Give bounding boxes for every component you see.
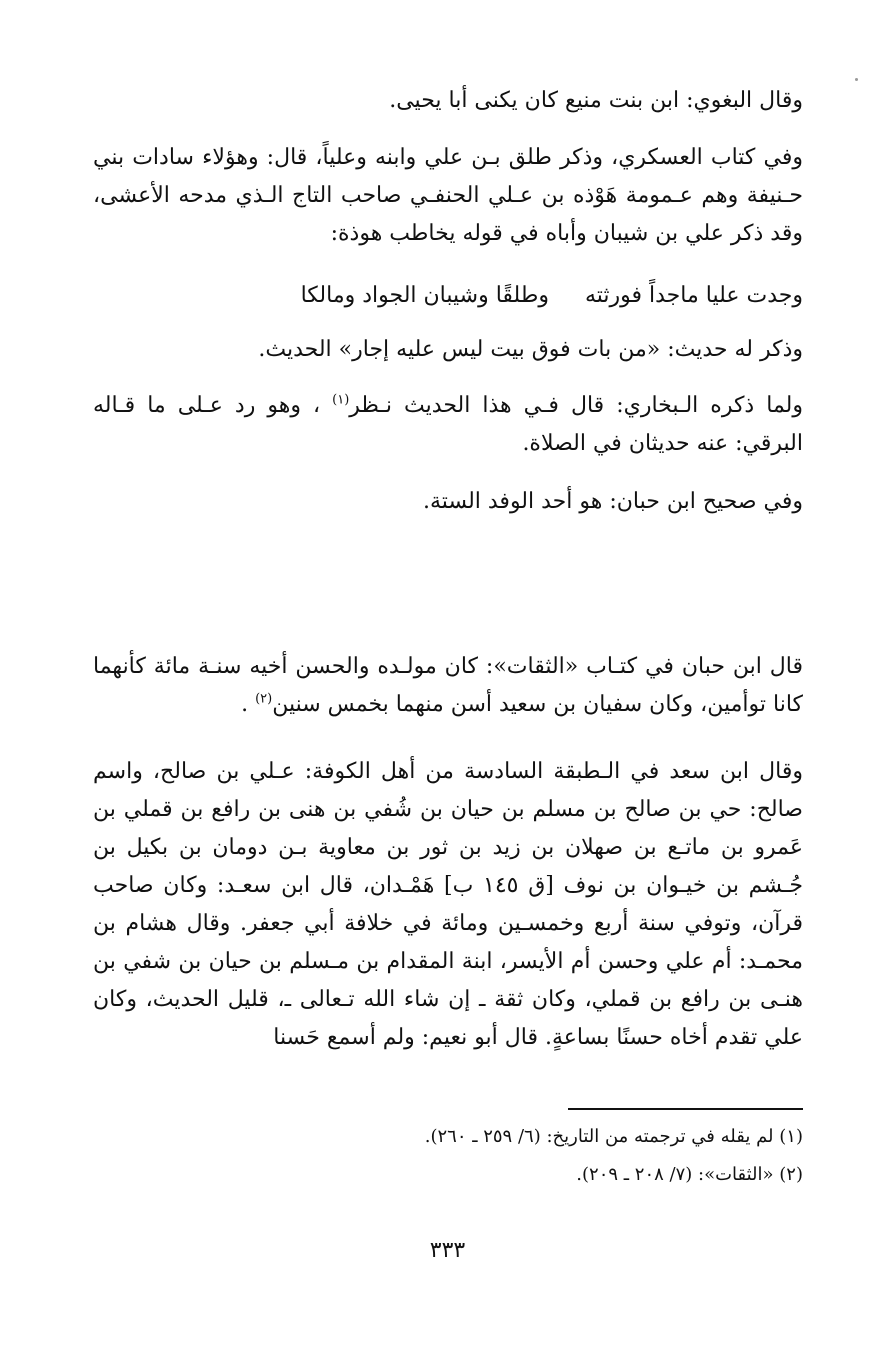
poem-hemistich-second: وطلقًا وشيبان الجواد ومالكا: [300, 283, 549, 308]
footnote-1: (١) لم يقله في ترجمته من التاريخ: (٦/ ٢٥٩ ـ ٢٦٠).: [424, 1126, 803, 1147]
poem-hemistich-first: وجدت عليا ماجداً فورثته: [584, 283, 803, 308]
paragraph-ibn-saad: وقال ابن سعد في الـطبقة السادسة من أهل الكوفة: عـلي بن صالح، واسم صالح: حي بن صالح بن مسلم بن حيان بن شُفي بن هنى بن رافع بن قملي بن عَمرو بن ماتـع بن صهلان بن زيد بن ثور بن معاوية بـن دومان بن بكيل بن جُـشم بن خيـوان بن نوف [ق ١٤٥ ب] هَمْـدان، قال ابن سعـد: وكان صاحب قرآن، وتوفي سنة أربع وخمسـين ومائة في خلافة أبي جعفر. وقال هشام بن محمـد: أم علي وحسن أم الأيسر، ابنة المقدام بن مـسلم بن حيان بن شفي بن هنـى بن رافع بن قملي، وكان ثقة ـ إن شاء الله تـعالى ـ، قليل الحديث، وكان علي تقدم أخاه حسنًا بساعةٍ. قال أبو نعيم: ولم أسمع حَسنا: [93, 759, 803, 1050]
footnote-2: (٢) «الثقات»: (٧/ ٢٠٨ ـ ٢٠٩).: [576, 1164, 803, 1185]
thiqat-text-end: .: [241, 692, 249, 717]
paragraph-thiqat: [93, 648, 803, 724]
paragraph-ibn-hibban-sahih: وفي صحيح ابن حبان: هو أحد الوفد الستة.: [423, 489, 803, 514]
poem-verse: [93, 277, 803, 315]
paragraph-askari: وفي كتاب العسكري، وذكر طلق بـن علي وابنه وعلياً، قال: وهؤلاء سادات بني حـنيفة وهم عـمومة هَوْذه بن عـلي الحنفـي صاحب التاج الـذي مدحه الأعشى، وقد ذكر علي بن شيبان وأباه في قوله يخاطب هوذة:: [93, 145, 803, 246]
bukhari-text-start: ولما ذكره الـبخاري: قال فـي هذا الحديث نـظر: [349, 393, 803, 418]
footnote-separator: [568, 1108, 803, 1110]
bukhari-text-end: ، وهو رد عـلى ما قـاله البرقي: عنه حديثان في الصلاة.: [93, 393, 803, 456]
thiqat-text: قال ابن حبان في كتـاب «الثقات»: كان مولـده والحسن أخيه سنـة مائة كأنهما كانا توأمين، وكان سفيان بن سعيد أسن منهما بخمس سنين: [93, 654, 803, 717]
footnote-ref-2: (٢): [255, 691, 273, 707]
paragraph-baghawi: وقال البغوي: ابن بنت منيع كان يكنى أبا يحيى.: [389, 88, 803, 113]
page-number: ٣٣٣: [429, 1238, 466, 1263]
footnote-ref-1: (١): [332, 392, 350, 408]
paragraph-bukhari: [93, 387, 803, 463]
paragraph-hadith: وذكر له حديث: «من بات فوق بيت ليس عليه إجار» الحديث.: [258, 337, 803, 362]
page-speck: [855, 78, 858, 81]
